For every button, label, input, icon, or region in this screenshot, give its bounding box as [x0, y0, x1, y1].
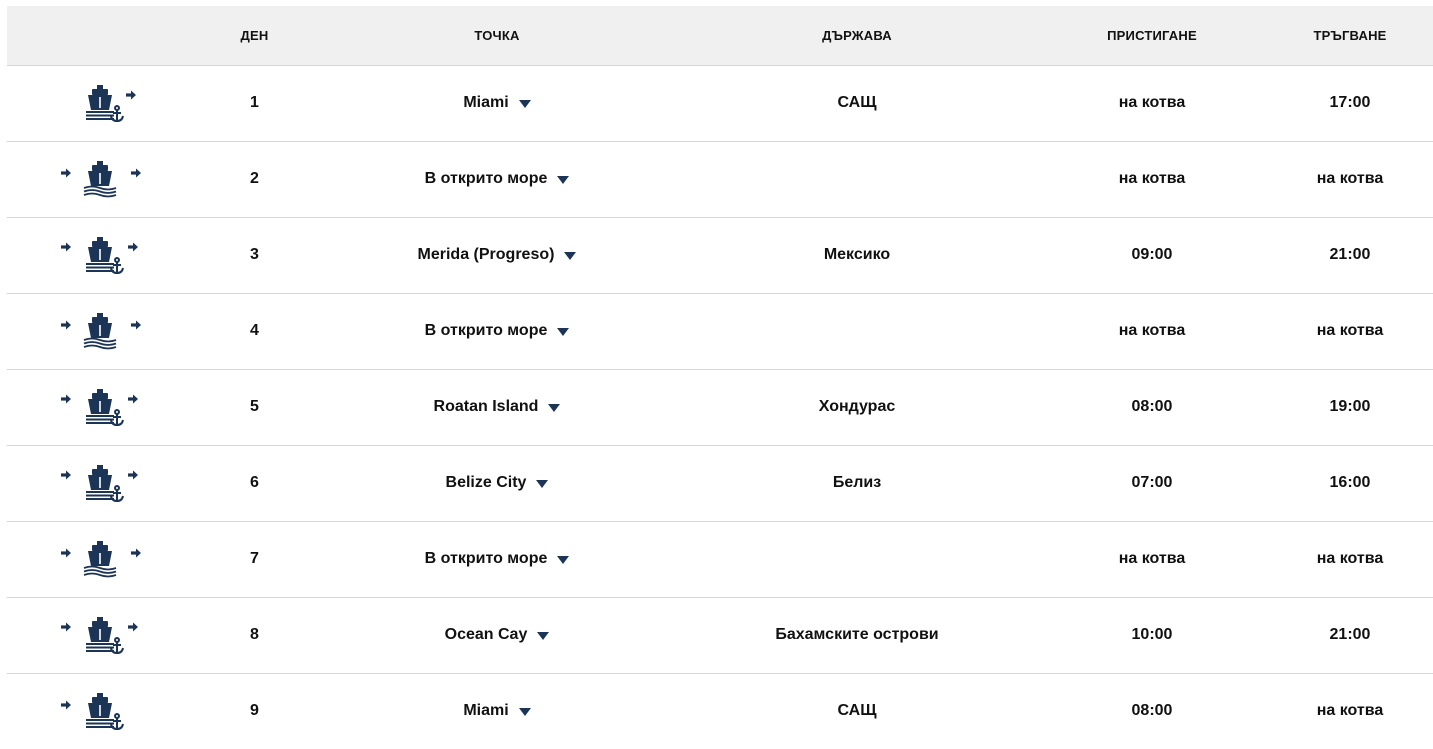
anchor-icon	[111, 410, 123, 425]
table-row	[7, 597, 1433, 673]
day-cell	[192, 141, 317, 217]
arrival-cell	[1037, 521, 1267, 597]
arrival-value: на котва	[1118, 170, 1186, 187]
port-toggle[interactable]	[425, 170, 570, 188]
country-cell	[677, 521, 1037, 597]
country-cell	[677, 445, 1037, 521]
arrival-cell	[1037, 65, 1267, 141]
arrival-cell	[1037, 217, 1267, 293]
departure-cell	[1267, 141, 1433, 217]
caret-down-icon	[557, 328, 569, 336]
route-icon-cell	[7, 521, 192, 597]
arrow-right-icon	[61, 321, 71, 330]
arrival-value: на котва	[1118, 322, 1186, 339]
dock-lines-icon	[86, 415, 114, 424]
arrival-value: 10:00	[1131, 626, 1173, 643]
country-cell	[677, 673, 1037, 749]
departure-value: на котва	[1316, 702, 1384, 720]
arrow-right-icon	[131, 169, 141, 178]
point-cell	[317, 445, 677, 521]
route-icon-cell	[7, 65, 192, 141]
country-value: Мексико	[823, 246, 891, 263]
day-value: 4	[250, 322, 259, 339]
arrow-right-icon	[131, 549, 141, 558]
ship-icon	[88, 161, 112, 186]
header-arrival: ПРИСТИГАНЕ	[1037, 6, 1267, 65]
dock-lines-icon	[86, 719, 114, 728]
departure-value: на котва	[1316, 550, 1384, 567]
ship-anchor-arrive-icon	[55, 691, 145, 731]
country-value: Белиз	[832, 474, 882, 491]
dock-lines-icon	[86, 643, 114, 652]
port-toggle[interactable]	[463, 702, 530, 720]
arrival-cell	[1037, 369, 1267, 445]
caret-down-icon	[536, 480, 548, 488]
departure-cell	[1267, 445, 1433, 521]
day-cell	[192, 521, 317, 597]
caret-down-icon	[519, 708, 531, 716]
country-cell	[677, 217, 1037, 293]
ship-icon	[88, 541, 112, 566]
country-value: САЩ	[837, 94, 877, 111]
departure-value: на котва	[1316, 170, 1384, 187]
ship-icon	[88, 313, 112, 338]
departure-cell	[1267, 293, 1433, 369]
arrow-right-icon	[61, 623, 71, 632]
route-icon-cell	[7, 445, 192, 521]
arrow-right-icon	[128, 395, 138, 404]
arrival-cell	[1037, 293, 1267, 369]
point-cell	[317, 369, 677, 445]
caret-down-icon	[557, 556, 569, 564]
arrival-cell	[1037, 673, 1267, 749]
route-icon-cell	[7, 369, 192, 445]
departure-cell	[1267, 65, 1433, 141]
ship-icon	[88, 617, 112, 642]
ship-at-sea-icon	[55, 159, 145, 199]
day-value: 3	[250, 246, 259, 263]
day-value: 1	[250, 94, 259, 111]
departure-value: 21:00	[1329, 626, 1371, 643]
arrival-value: 08:00	[1131, 398, 1173, 415]
arrival-value: на котва	[1118, 550, 1186, 567]
port-toggle[interactable]	[425, 322, 570, 340]
arrival-value: 07:00	[1131, 474, 1173, 491]
day-value: 8	[250, 626, 259, 643]
header-departure: ТРЪГВАНЕ	[1267, 6, 1433, 65]
ship-anchor-port-icon	[55, 463, 145, 503]
ship-icon	[88, 237, 112, 262]
port-toggle[interactable]	[434, 398, 561, 416]
anchor-icon	[111, 714, 123, 729]
ship-at-sea-icon	[55, 311, 145, 351]
arrival-cell	[1037, 445, 1267, 521]
table-row	[7, 369, 1433, 445]
departure-cell	[1267, 217, 1433, 293]
anchor-icon	[111, 486, 123, 501]
point-cell	[317, 521, 677, 597]
caret-down-icon	[557, 176, 569, 184]
port-name: Miami	[463, 702, 509, 720]
country-cell	[677, 141, 1037, 217]
country-value: Бахамските острови	[775, 626, 939, 643]
day-value: 5	[250, 398, 259, 415]
table-row	[7, 293, 1433, 369]
day-cell	[192, 65, 317, 141]
port-name: Ocean Cay	[444, 626, 528, 643]
departure-cell	[1267, 521, 1433, 597]
port-toggle[interactable]	[463, 94, 530, 112]
arrival-value: 09:00	[1131, 246, 1173, 263]
dock-lines-icon	[86, 111, 114, 120]
arrow-right-icon	[61, 395, 71, 404]
day-cell	[192, 369, 317, 445]
ship-icon	[88, 693, 112, 718]
port-toggle[interactable]	[446, 474, 549, 492]
ship-anchor-port-icon	[55, 615, 145, 655]
country-cell	[677, 65, 1037, 141]
ship-anchor-port-icon	[55, 235, 145, 275]
port-name: Miami	[463, 94, 509, 111]
ship-anchor-port-icon	[55, 387, 145, 427]
point-cell	[317, 141, 677, 217]
day-cell	[192, 597, 317, 673]
point-cell	[317, 293, 677, 369]
route-icon-cell	[7, 673, 192, 749]
departure-cell	[1267, 673, 1433, 749]
table-row	[7, 521, 1433, 597]
caret-down-icon	[548, 404, 560, 412]
dock-lines-icon	[86, 263, 114, 272]
ship-anchor-depart-icon	[55, 83, 145, 123]
arrow-right-icon	[61, 471, 71, 480]
caret-down-icon	[537, 632, 549, 640]
arrival-value: на котва	[1118, 94, 1186, 111]
header-country: ДЪРЖАВА	[677, 6, 1037, 65]
arrow-right-icon	[128, 243, 138, 252]
ship-icon	[88, 85, 112, 110]
departure-value: 21:00	[1329, 246, 1371, 263]
departure-cell	[1267, 597, 1433, 673]
arrival-cell	[1037, 141, 1267, 217]
port-name: В открито море	[424, 170, 548, 187]
departure-value: 17:00	[1329, 94, 1371, 111]
anchor-icon	[111, 106, 123, 121]
arrow-right-icon	[128, 471, 138, 480]
arrow-right-icon	[61, 169, 71, 178]
route-icon-cell	[7, 293, 192, 369]
day-cell	[192, 293, 317, 369]
country-value: САЩ	[837, 702, 877, 720]
header-point: ТОЧКА	[317, 6, 677, 65]
arrow-right-icon	[61, 243, 71, 252]
day-value: 2	[250, 170, 259, 187]
anchor-icon	[111, 638, 123, 653]
port-name: В открито море	[424, 322, 548, 339]
point-cell	[317, 597, 677, 673]
departure-value: на котва	[1316, 322, 1384, 339]
ship-at-sea-icon	[55, 539, 145, 579]
table-row	[7, 445, 1433, 521]
port-name: Roatan Island	[433, 398, 539, 415]
port-toggle[interactable]	[425, 550, 570, 568]
point-cell	[317, 65, 677, 141]
country-cell	[677, 369, 1037, 445]
country-cell	[677, 293, 1037, 369]
country-cell	[677, 597, 1037, 673]
departure-cell	[1267, 369, 1433, 445]
port-toggle[interactable]	[418, 246, 577, 264]
arrival-cell	[1037, 597, 1267, 673]
arrow-right-icon	[61, 549, 71, 558]
day-cell	[192, 673, 317, 749]
port-name: Belize City	[445, 474, 527, 491]
waves-icon	[84, 339, 116, 349]
route-icon-cell	[7, 217, 192, 293]
arrow-right-icon	[128, 623, 138, 632]
route-icon-cell	[7, 597, 192, 673]
ship-icon	[88, 465, 112, 490]
day-value: 6	[250, 474, 259, 491]
departure-value: 19:00	[1329, 398, 1371, 415]
port-name: Merida (Progreso)	[417, 246, 555, 263]
arrival-value: 08:00	[1131, 702, 1173, 720]
header-day: ДЕН	[192, 6, 317, 65]
table-row	[7, 673, 1433, 749]
anchor-icon	[111, 258, 123, 273]
arrow-right-icon	[61, 701, 71, 710]
caret-down-icon	[519, 100, 531, 108]
itinerary-table	[7, 6, 1433, 749]
table-row	[7, 217, 1433, 293]
port-toggle[interactable]	[445, 626, 550, 644]
table-header-row	[7, 6, 1433, 65]
departure-value: 16:00	[1329, 474, 1371, 491]
point-cell	[317, 673, 677, 749]
caret-down-icon	[564, 252, 576, 260]
day-value: 9	[250, 702, 259, 720]
day-cell	[192, 217, 317, 293]
header-icon	[7, 6, 192, 65]
country-value: Хондурас	[818, 398, 896, 415]
port-name: В открито море	[424, 550, 548, 567]
waves-icon	[84, 187, 116, 197]
dock-lines-icon	[86, 491, 114, 500]
day-cell	[192, 445, 317, 521]
ship-icon	[88, 389, 112, 414]
table-row	[7, 141, 1433, 217]
arrow-right-icon	[131, 321, 141, 330]
table-row	[7, 65, 1433, 141]
arrow-right-icon	[126, 91, 136, 100]
point-cell	[317, 217, 677, 293]
waves-icon	[84, 567, 116, 577]
route-icon-cell	[7, 141, 192, 217]
day-value: 7	[250, 550, 259, 567]
